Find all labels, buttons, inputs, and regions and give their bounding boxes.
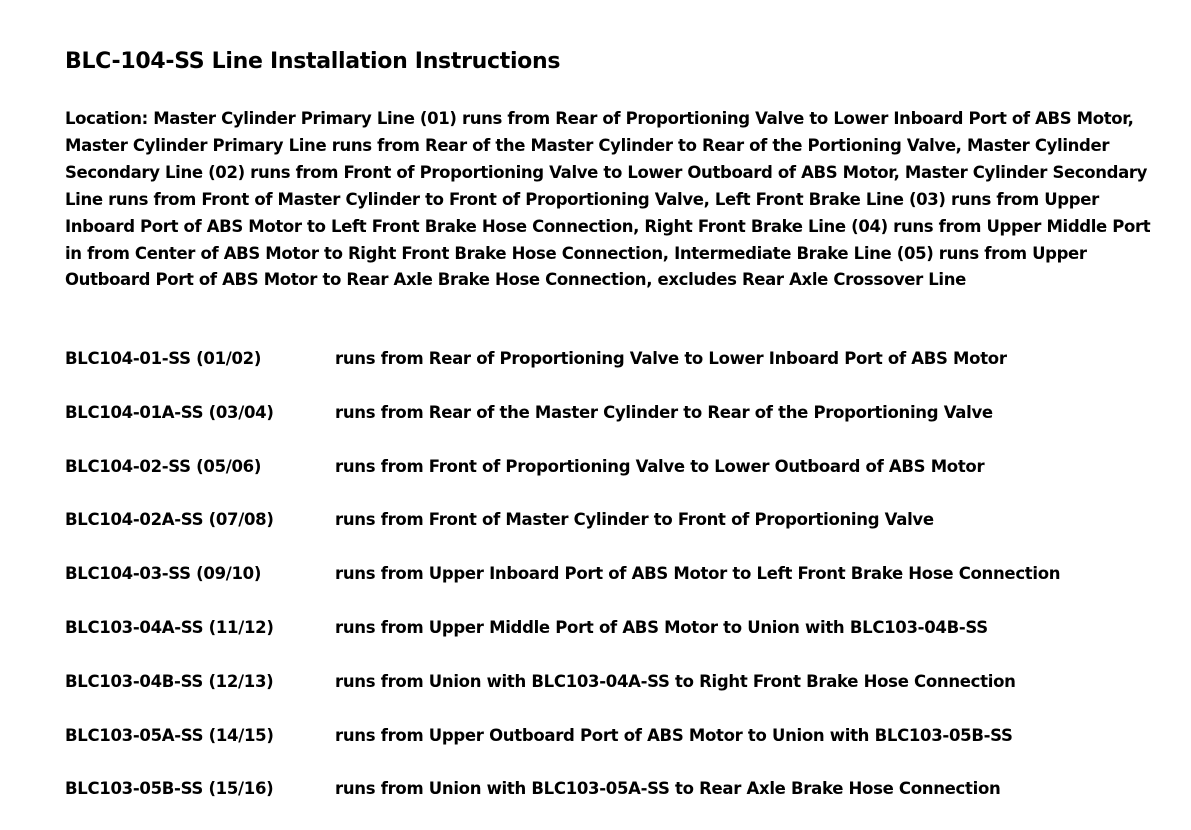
line-description: runs from Rear of Proportioning Valve to Lower Inboard Port of ABS Motor bbox=[335, 349, 1007, 368]
line-part-number: BLC104-02A-SS (07/08) bbox=[65, 510, 274, 530]
line-row bbox=[65, 723, 1165, 777]
line-row bbox=[65, 669, 1165, 723]
line-description: runs from Front of Master Cylinder to Front of Proportioning Valve bbox=[335, 510, 934, 530]
line-description: runs from Upper Inboard Port of ABS Motor to Left Front Brake Hose Connection bbox=[335, 564, 1061, 584]
line-description: runs from Union with BLC103-04A-SS to Right Front Brake Hose Connection bbox=[335, 671, 1016, 691]
line-part-number: BLC103-05B-SS (15/16) bbox=[65, 779, 274, 799]
line-row bbox=[65, 400, 1165, 454]
line-list bbox=[65, 346, 1165, 830]
line-row bbox=[65, 454, 1165, 508]
line-description: runs from Upper Middle Port of ABS Motor to Union with BLC103-04B-SS bbox=[335, 617, 988, 637]
line-part-number: BLC104-03-SS (09/10) bbox=[65, 564, 262, 584]
line-part-number: BLC104-01-SS (01/02) bbox=[65, 349, 262, 368]
line-part-number: BLC104-02-SS (05/06) bbox=[65, 456, 262, 476]
document-page bbox=[65, 46, 1165, 799]
document-title: BLC-104-SS Line Installation Instructions bbox=[65, 49, 561, 74]
line-row bbox=[65, 615, 1165, 669]
line-row bbox=[65, 507, 1165, 561]
line-part-number: BLC103-04A-SS (11/12) bbox=[65, 617, 274, 637]
line-row bbox=[65, 346, 1165, 400]
line-row bbox=[65, 561, 1165, 615]
line-description: runs from Front of Proportioning Valve to Lower Outboard of ABS Motor bbox=[335, 456, 985, 476]
line-part-number: BLC104-01A-SS (03/04) bbox=[65, 402, 274, 422]
line-row bbox=[65, 776, 1165, 830]
line-part-number: BLC103-05A-SS (14/15) bbox=[65, 725, 274, 745]
line-description: runs from Union with BLC103-05A-SS to Rear Axle Brake Hose Connection bbox=[335, 779, 1001, 799]
location-paragraph: Location: Master Cylinder Primary Line (01) runs from Rear of Proportioning Valve to Lower Inboard Port of ABS Motor, Master Cylinder Primary Line runs from Rear of the Master Cylinder to Rear of the Portioning Valve, Master Cylinder Secondary Line (02) runs from Front of Proportioning Valve to Lower Outboard of ABS Motor, Master Cylinder Secondary Line runs from Front of Master Cylinder to Front of Proportioning Valve, Left Front Brake Line (03) runs from Upper Inboard Port of ABS Motor to Left Front Brake Hose Connection, Right Front Brake Line (04) runs from Upper Middle Port in from Center of ABS Motor to Right Front Brake Hose Connection, Intermediate Brake Line (05) runs from Upper Outboard Port of ABS Motor to Rear Axle Brake Hose Connection, excludes Rear Axle Crossover Line bbox=[65, 109, 1151, 290]
line-description: runs from Upper Outboard Port of ABS Motor to Union with BLC103-05B-SS bbox=[335, 725, 1013, 745]
line-part-number: BLC103-04B-SS (12/13) bbox=[65, 671, 274, 691]
line-description: runs from Rear of the Master Cylinder to Rear of the Proportioning Valve bbox=[335, 402, 993, 422]
